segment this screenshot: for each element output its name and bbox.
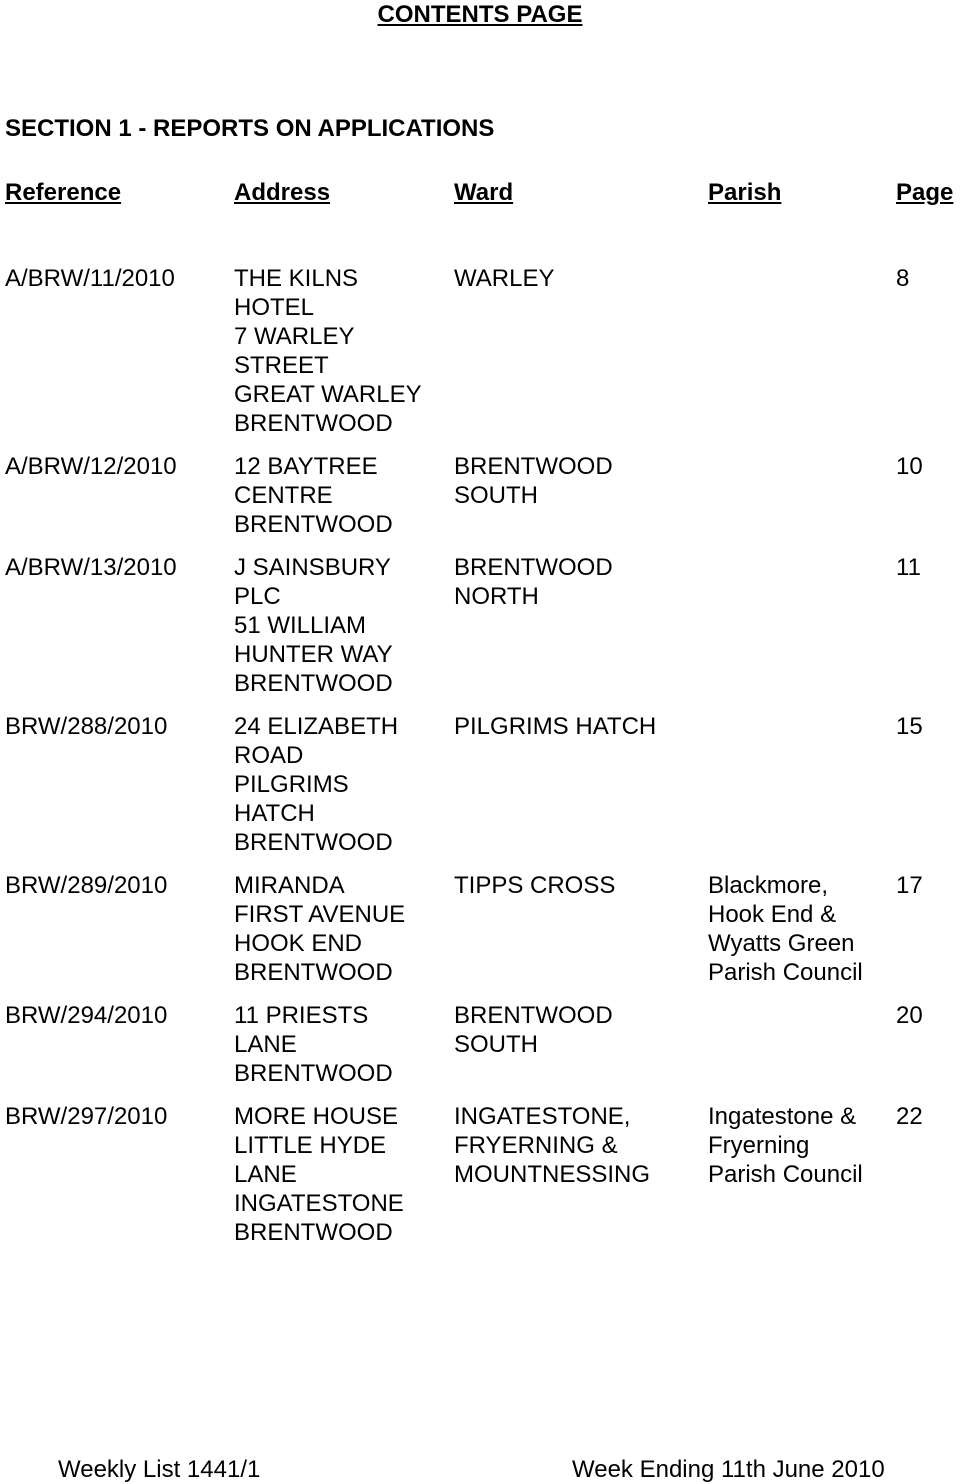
reference-cell: A/BRW/11/2010: [5, 265, 175, 292]
column-header-page: Page: [896, 179, 954, 206]
page-cell: 17: [896, 872, 923, 899]
page-title: CONTENTS PAGE: [377, 1, 583, 28]
section-heading: SECTION 1 - REPORTS ON APPLICATIONS: [5, 115, 495, 142]
ward-cell: TIPPS CROSS: [454, 872, 616, 899]
column-header-reference: Reference: [5, 179, 122, 206]
address-cell: 12 BAYTREE CENTRE BRENTWOOD: [234, 453, 393, 538]
reference-cell: BRW/294/2010: [5, 1002, 168, 1029]
address-cell: J SAINSBURY PLC 51 WILLIAM HUNTER WAY BRENTWOOD: [234, 554, 393, 697]
page-cell: 15: [896, 713, 923, 740]
page-cell: 22: [896, 1103, 923, 1130]
page-cell: 11: [896, 554, 921, 581]
reference-cell: BRW/289/2010: [5, 872, 168, 899]
ward-cell: BRENTWOOD NORTH: [454, 554, 613, 610]
column-header-address: Address: [234, 179, 331, 206]
reference-cell: A/BRW/12/2010: [5, 453, 177, 480]
address-cell: 24 ELIZABETH ROAD PILGRIMS HATCH BRENTWOOD: [234, 713, 399, 856]
address-cell: 11 PRIESTS LANE BRENTWOOD: [234, 1002, 393, 1087]
reference-cell: BRW/288/2010: [5, 713, 168, 740]
ward-cell: BRENTWOOD SOUTH: [454, 1002, 613, 1058]
footer-weekly-list: Weekly List 1441/1: [58, 1456, 261, 1483]
column-header-parish: Parish: [708, 179, 782, 206]
footer-week-ending: Week Ending 11th June 2010: [572, 1456, 885, 1483]
address-cell: MORE HOUSE LITTLE HYDE LANE INGATESTONE BRENTWOOD: [234, 1103, 404, 1246]
ward-cell: PILGRIMS HATCH: [454, 713, 657, 740]
address-cell: MIRANDA FIRST AVENUE HOOK END BRENTWOOD: [234, 872, 406, 986]
page-cell: 20: [896, 1002, 923, 1029]
ward-cell: WARLEY: [454, 265, 555, 292]
page-cell: 8: [896, 265, 910, 292]
ward-cell: INGATESTONE, FRYERNING & MOUNTNESSING: [454, 1103, 651, 1188]
reference-cell: A/BRW/13/2010: [5, 554, 177, 581]
ward-cell: BRENTWOOD SOUTH: [454, 453, 613, 509]
reference-cell: BRW/297/2010: [5, 1103, 168, 1130]
address-cell: THE KILNS HOTEL 7 WARLEY STREET GREAT WARLEY BRENTWOOD: [234, 265, 422, 437]
parish-cell: Ingatestone & Fryerning Parish Council: [708, 1103, 863, 1188]
page-cell: 10: [896, 453, 923, 480]
parish-cell: Blackmore, Hook End & Wyatts Green Parish Council: [708, 872, 863, 986]
column-header-ward: Ward: [454, 179, 514, 206]
